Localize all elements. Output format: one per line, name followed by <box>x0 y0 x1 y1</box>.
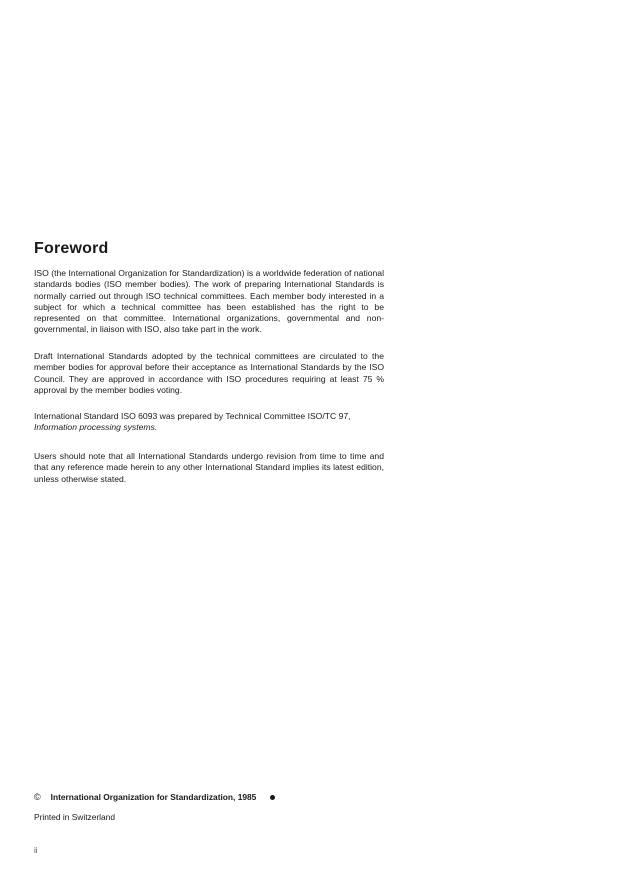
page-title: Foreword <box>34 240 109 257</box>
copyright-icon: © <box>34 792 41 802</box>
standard-prefix-text: International Standard ISO 6093 was prepared by Technical Committee ISO/TC 97, <box>34 411 351 421</box>
foreword-paragraph-1: ISO (the International Organization for Standardization) is a worldwide federation of national standards bodies (ISO member bodies). The work of preparing International Standards is normally carried out through ISO technical committees. Each member body interested in a subject for which a technical committee has been established has the right to be represented on that committee. International organizations, governmental and non-governmental, in liaison with ISO, also take part in the work. <box>34 268 384 335</box>
foreword-paragraph-4: Users should note that all International Standards undergo revision from time to time and that any reference made herein to any other International Standard implies its latest edition, unless otherwise stated. <box>34 451 384 484</box>
copyright-text: International Organization for Standardization, 1985 <box>50 792 257 802</box>
printed-location: Printed in Switzerland <box>34 812 115 822</box>
copyright-line <box>34 792 275 802</box>
page-number: ii <box>34 846 38 855</box>
bullet-icon <box>270 795 275 800</box>
foreword-paragraph-3 <box>34 411 384 434</box>
foreword-paragraph-2: Draft International Standards adopted by the technical committees are circulated to the member bodies for approval before their acceptance as International Standards by the ISO Council. They are approved in accordance with ISO procedures requiring at least 75 % approval by the member bodies voting. <box>34 351 384 395</box>
standard-title-text: Information processing systems. <box>34 422 158 433</box>
